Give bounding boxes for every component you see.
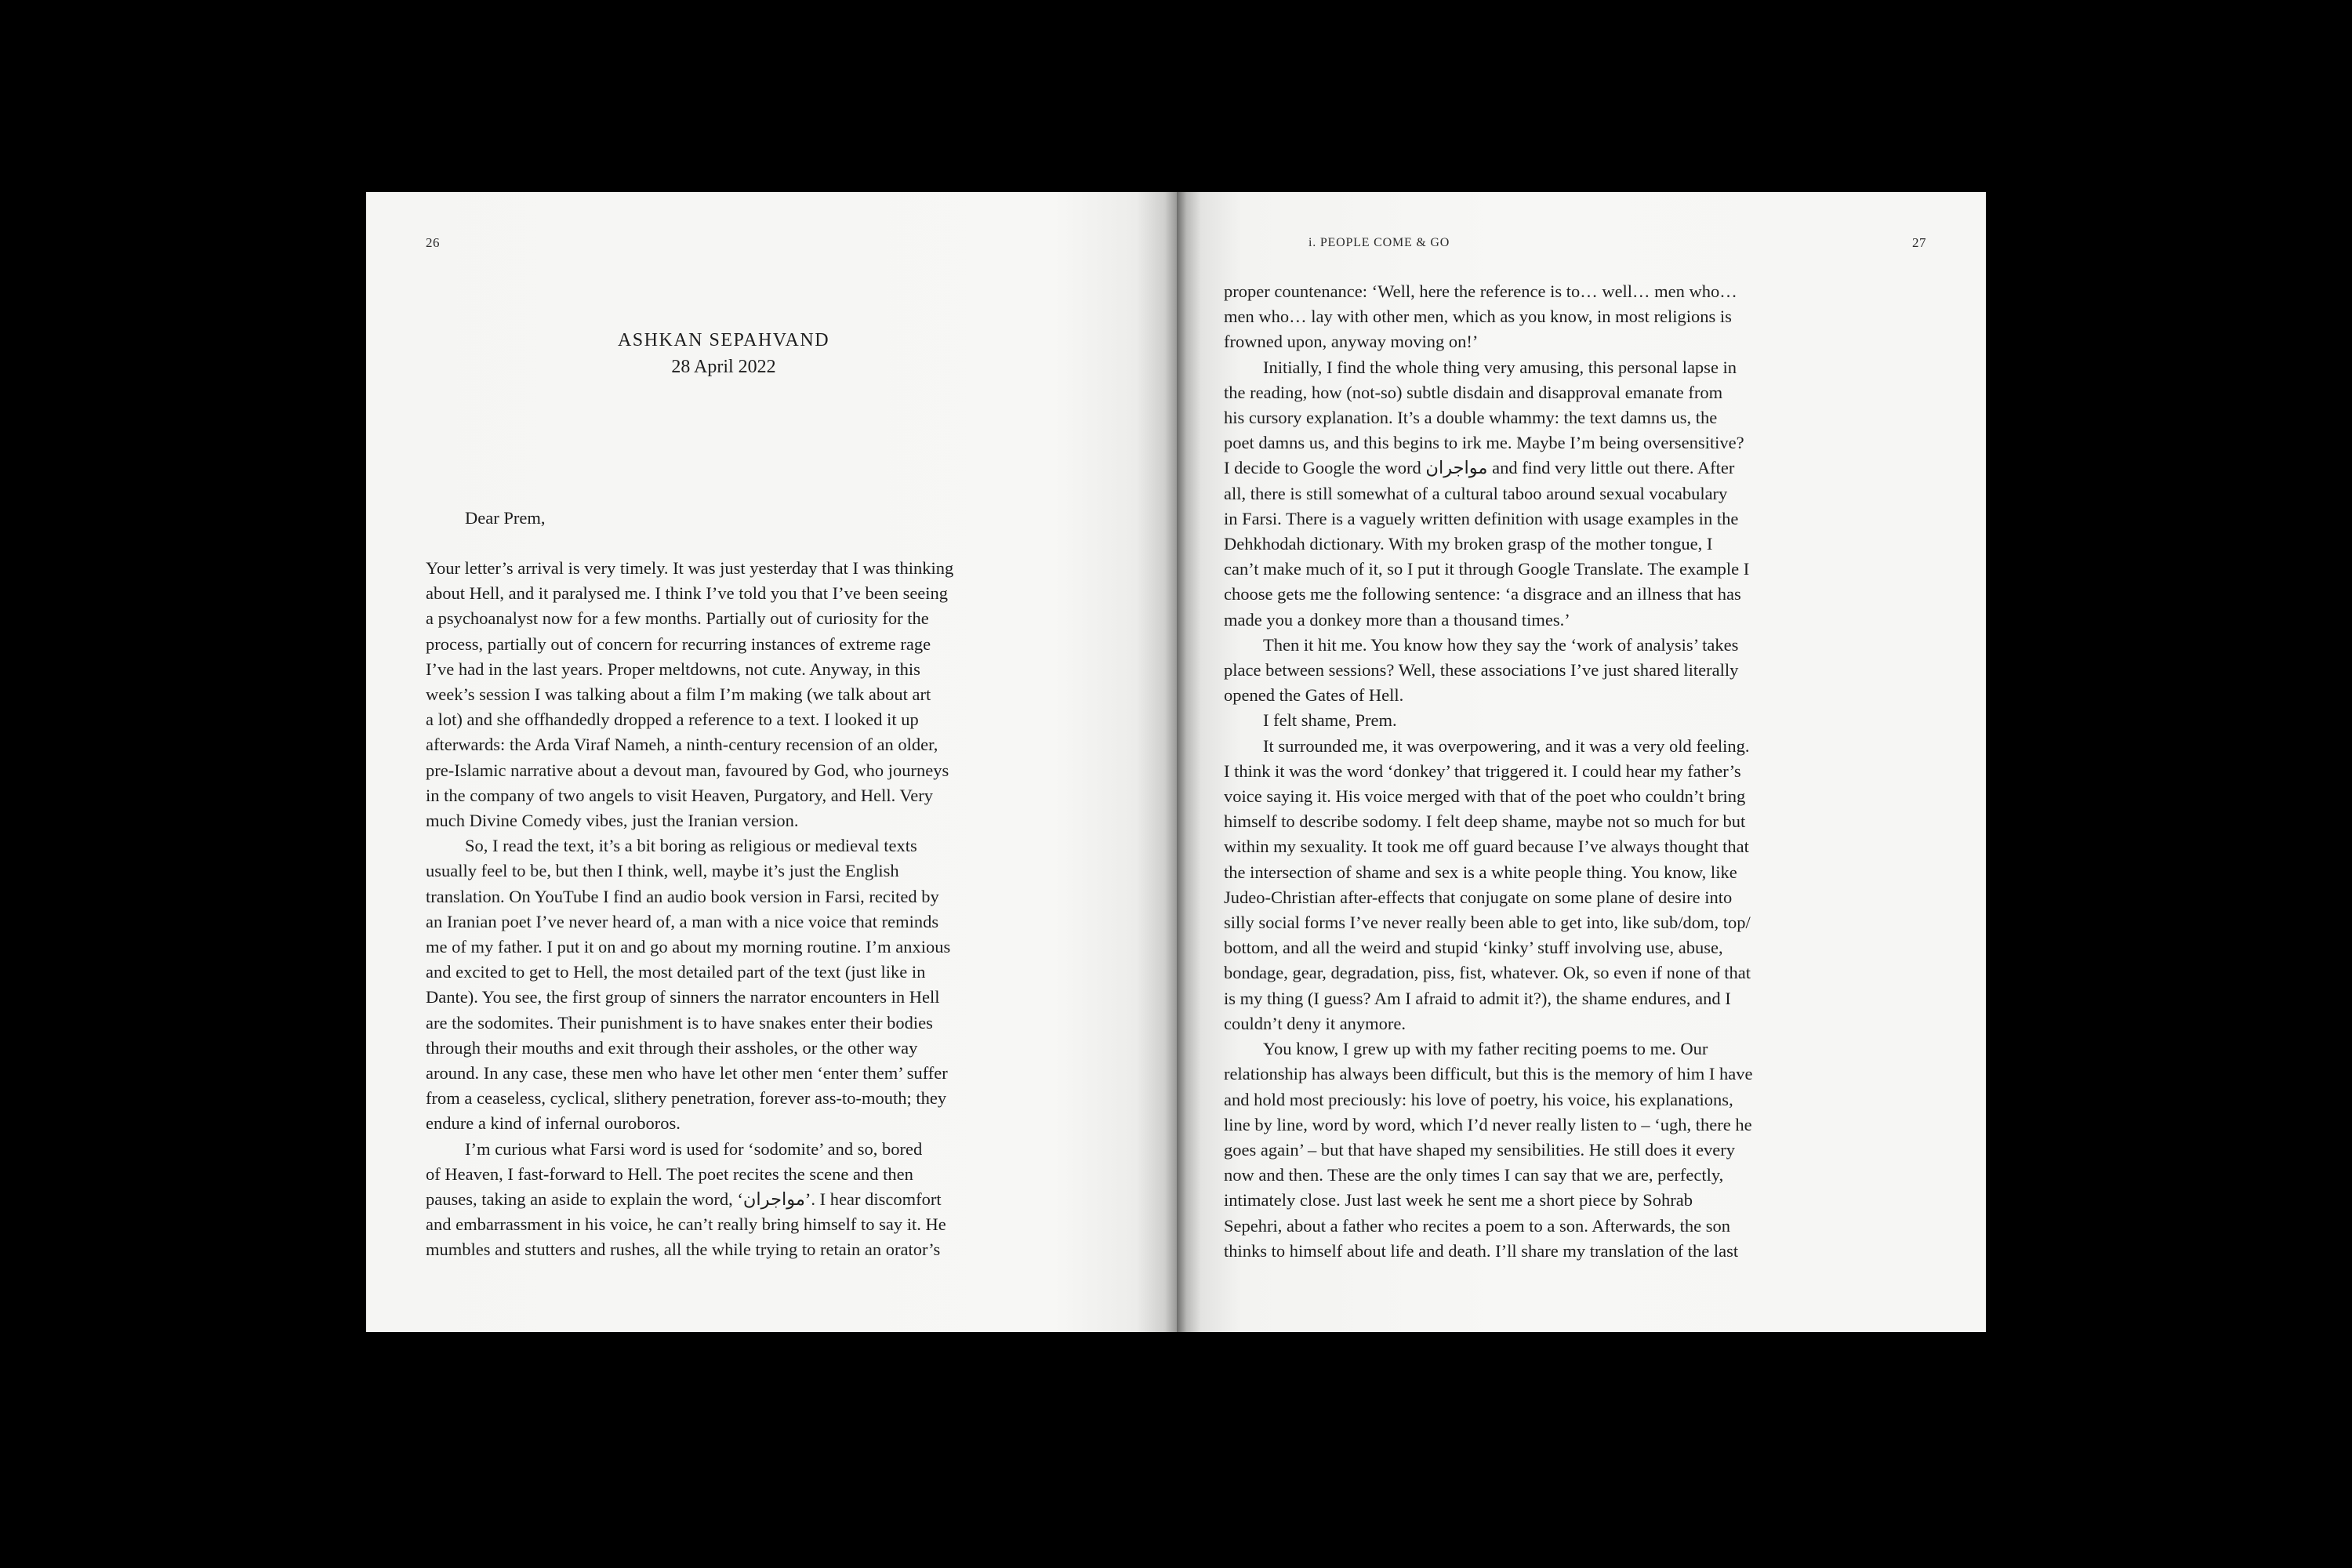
text-line: much Divine Comedy vibes, just the Iranian version.: [426, 811, 799, 831]
text-line: endure a kind of infernal ouroboros.: [426, 1113, 681, 1134]
text-line: week’s session I was talking about a film I’m making (we talk about art: [426, 684, 931, 705]
text-line: now and then. These are the only times I can say that we are, perfectly,: [1224, 1165, 1724, 1185]
text-line: silly social forms I’ve never really been able to get into, like sub/dom, top/: [1224, 913, 1751, 933]
text-line: I think it was the word ‘donkey’ that triggered it. I could hear my father’s: [1224, 760, 1741, 781]
text-line: Dehkhodah dictionary. With my broken grasp of the mother tongue, I: [1224, 534, 1713, 554]
text-line: poet damns us, and this begins to irk me. Maybe I’m being oversensitive?: [1224, 433, 1744, 453]
text-line: in the company of two angels to visit Heaven, Purgatory, and Hell. Very: [426, 785, 933, 805]
book-spread: [366, 192, 1986, 1332]
text-line: are the sodomites. Their punishment is to have snakes enter their bodies: [426, 1012, 933, 1033]
text-line: of Heaven, I fast-forward to Hell. The poet recites the scene and then: [426, 1163, 913, 1184]
text-line: me of my father. I put it on and go about my morning routine. I’m anxious: [426, 937, 951, 957]
text-line: can’t make much of it, so I put it through Google Translate. The example I: [1224, 559, 1750, 579]
text-line: You know, I grew up with my father reciting poems to me. Our: [1263, 1039, 1708, 1059]
text-line: around. In any case, these men who have let other men ‘enter them’ suffer: [426, 1063, 948, 1083]
text-line: usually feel to be, but then I think, well, maybe it’s just the English: [426, 861, 899, 881]
author-name: ASHKAN SEPAHVAND: [617, 330, 830, 350]
text-line: proper countenance: ‘Well, here the reference is to… well… men who…: [1224, 281, 1737, 301]
letter-header: [426, 327, 1022, 380]
text-line: men who… lay with other men, which as you know, in most religions is: [1224, 307, 1732, 327]
text-line: within my sexuality. It took me off guard because I’ve always thought that: [1224, 837, 1749, 857]
text-line: all, there is still somewhat of a cultural taboo around sexual vocabulary: [1224, 483, 1728, 503]
text-line: bondage, gear, degradation, piss, fist, whatever. Ok, so even if none of that: [1224, 963, 1751, 983]
text-line: intimately close. Just last week he sent me a short piece by Sohrab: [1224, 1190, 1693, 1210]
text-line: from a ceaseless, cyclical, slithery penetration, forever ass-to-mouth; they: [426, 1088, 947, 1109]
text-line: an Iranian poet I’ve never heard of, a man with a nice voice that reminds: [426, 911, 939, 931]
text-line: through their mouths and exit through their assholes, or the other way: [426, 1037, 918, 1058]
text-line: It surrounded me, it was overpowering, and it was a very old feeling.: [1263, 735, 1750, 756]
page-number: 27: [1912, 235, 1926, 250]
letter-date: 28 April 2022: [671, 357, 776, 377]
text-line: mumbles and stutters and rushes, all the while trying to retain an orator’s: [426, 1240, 941, 1260]
text-line: pauses, taking an aside to explain the word, ‘مواجران’. I hear discomfort: [426, 1189, 942, 1210]
text-line: I’ve had in the last years. Proper meltdowns, not cute. Anyway, in this: [426, 659, 920, 679]
text-line: Dante). You see, the first group of sinners the narrator encounters in Hell: [426, 987, 940, 1007]
text-line: line by line, word by word, which I’d never really listen to – ‘ugh, there he: [1224, 1114, 1752, 1134]
text-line: voice saying it. His voice merged with that of the poet who couldn’t bring: [1224, 786, 1746, 807]
text-line: goes again’ – but that have shaped my sensibilities. He still does it every: [1224, 1139, 1735, 1160]
text-line: himself to describe sodomy. I felt deep shame, maybe not so much for but: [1224, 811, 1746, 832]
text-line: in Farsi. There is a vaguely written definition with usage examples in the: [1224, 508, 1739, 528]
text-line: afterwards: the Arda Viraf Nameh, a ninth-century recension of an older,: [426, 735, 938, 755]
text-line: his cursory explanation. It’s a double whammy: the text damns us, the: [1224, 408, 1718, 428]
text-line: frowned upon, anyway moving on!’: [1224, 332, 1479, 352]
text-line: I’m curious what Farsi word is used for ‘sodomite’ and so, bored: [465, 1138, 923, 1159]
text-line: bottom, and all the weird and stupid ‘kinky’ stuff involving use, abuse,: [1224, 938, 1723, 958]
text-line: translation. On YouTube I find an audio book version in Farsi, recited by: [426, 886, 939, 906]
right-page: [1177, 192, 1986, 1332]
body-text: [1224, 279, 1820, 1264]
text-line: I decide to Google the word مواجران and find very little out there. After: [1224, 458, 1735, 478]
text-line: opened the Gates of Hell.: [1224, 685, 1404, 706]
text-line: about Hell, and it paralysed me. I think I’ve told you that I’ve been seeing: [426, 583, 949, 604]
page-number: 26: [426, 235, 440, 250]
text-line: So, I read the text, it’s a bit boring as religious or medieval texts: [465, 836, 917, 856]
text-line: Initially, I find the whole thing very amusing, this personal lapse in: [1263, 357, 1737, 377]
salutation: Dear Prem,: [465, 508, 546, 528]
text-line: and embarrassment in his voice, he can’t really bring himself to say it. He: [426, 1214, 946, 1235]
text-line: the intersection of shame and sex is a white people thing. You know, like: [1224, 862, 1737, 882]
text-line: made you a donkey more than a thousand times.’: [1224, 609, 1570, 630]
text-line: Sepehri, about a father who recites a poem to a son. Afterwards, the son: [1224, 1215, 1731, 1236]
text-line: thinks to himself about life and death. I’ll share my translation of the last: [1224, 1240, 1739, 1261]
left-page: [366, 192, 1177, 1332]
text-line: a psychoanalyst now for a few months. Partially out of curiosity for the: [426, 608, 929, 629]
body-text: [426, 556, 1022, 1263]
text-line: relationship has always been difficult, but this is the memory of him I have: [1224, 1064, 1753, 1084]
text-line: Judeo-Christian after-effects that conjugate on some plane of desire into: [1224, 887, 1733, 907]
text-line: place between sessions? Well, these associations I’ve just shared literally: [1224, 660, 1739, 681]
text-line: choose gets me the following sentence: ‘a disgrace and an illness that has: [1224, 584, 1741, 604]
running-head: i. PEOPLE COME & GO: [1308, 236, 1450, 249]
text-line: Your letter’s arrival is very timely. It was just yesterday that I was thinking: [426, 558, 954, 578]
text-line: and hold most preciously: his love of poetry, his voice, his explanations,: [1224, 1089, 1733, 1109]
text-line: and excited to get to Hell, the most detailed part of the text (just like in: [426, 962, 926, 982]
text-line: pre-Islamic narrative about a devout man, favoured by God, who journeys: [426, 760, 949, 780]
text-line: I felt shame, Prem.: [1263, 710, 1397, 731]
text-line: process, partially out of concern for recurring instances of extreme rage: [426, 633, 931, 654]
text-line: Then it hit me. You know how they say the ‘work of analysis’ takes: [1263, 634, 1739, 655]
text-line: couldn’t deny it anymore.: [1224, 1013, 1406, 1033]
text-line: is my thing (I guess? Am I afraid to admit it?), the shame endures, and I: [1224, 988, 1731, 1008]
text-line: the reading, how (not-so) subtle disdain and disapproval emanate from: [1224, 382, 1723, 402]
text-line: a lot) and she offhandedly dropped a reference to a text. I looked it up: [426, 710, 919, 730]
